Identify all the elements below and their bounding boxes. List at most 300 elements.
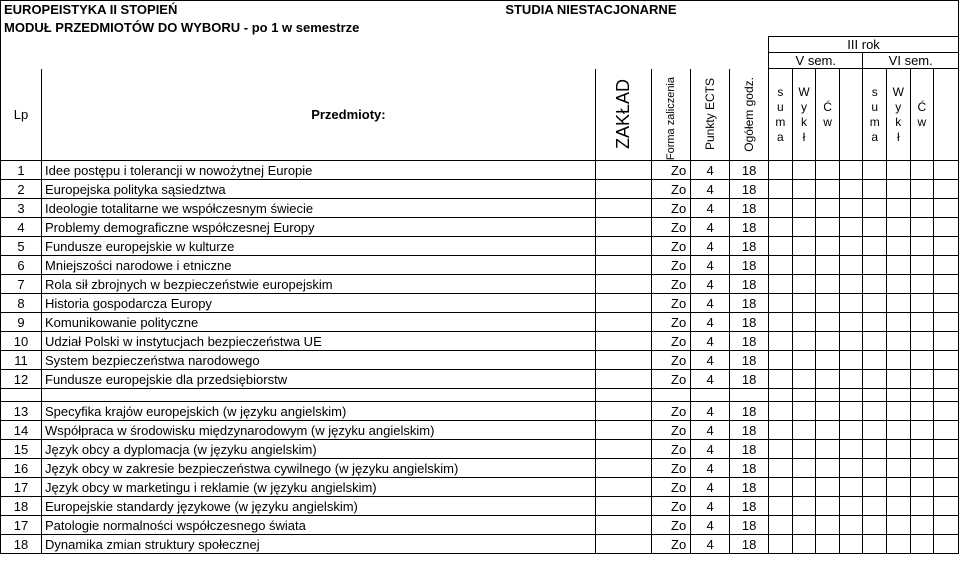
hours-cell [863, 516, 887, 535]
hours-cell [839, 478, 863, 497]
hours-cell [792, 218, 816, 237]
hours-cell [863, 161, 887, 180]
row-hours: 18 [730, 256, 769, 275]
hours-cell [863, 332, 887, 351]
row-forma: Zo [652, 256, 691, 275]
row-lp: 13 [1, 402, 42, 421]
hours-cell [863, 199, 887, 218]
row-ects: 4 [691, 478, 730, 497]
row-forma: Zo [652, 275, 691, 294]
row-forma: Zo [652, 294, 691, 313]
hours-cell [839, 313, 863, 332]
hours-cell [839, 516, 863, 535]
hours-cell [816, 497, 840, 516]
row-ects: 4 [691, 440, 730, 459]
hours-cell [769, 535, 793, 554]
table-row [1, 351, 959, 370]
row-lp: 15 [1, 440, 42, 459]
header-line1: EUROPEISTYKA II STOPIEŃ [1, 1, 596, 19]
row-lp: 14 [1, 421, 42, 440]
hours-cell [887, 516, 911, 535]
row-ects: 4 [691, 237, 730, 256]
hours-cell [934, 275, 959, 294]
hours-cell [934, 237, 959, 256]
hours-cell [792, 237, 816, 256]
hours-cell [769, 180, 793, 199]
row-hours: 18 [730, 421, 769, 440]
hours-cell [887, 332, 911, 351]
hours-cell [910, 478, 934, 497]
row-lp: 9 [1, 313, 42, 332]
row-hours: 18 [730, 478, 769, 497]
row-forma: Zo [652, 402, 691, 421]
hours-cell [816, 402, 840, 421]
table-row [1, 478, 959, 497]
row-lp: 4 [1, 218, 42, 237]
row-hours: 18 [730, 370, 769, 389]
hours-cell [863, 313, 887, 332]
row-forma: Zo [652, 535, 691, 554]
hours-cell [863, 294, 887, 313]
hours-cell [910, 218, 934, 237]
hours-cell [769, 313, 793, 332]
hours-cell [910, 370, 934, 389]
table-row [1, 421, 959, 440]
hours-cell [792, 313, 816, 332]
hours-cell [816, 180, 840, 199]
table-row [1, 199, 959, 218]
table-row [1, 370, 959, 389]
hours-cell [792, 370, 816, 389]
row-zaklad [595, 478, 651, 497]
hours-cell [792, 275, 816, 294]
hours-cell [769, 351, 793, 370]
hours-cell [769, 332, 793, 351]
col-wyk6: W y k ł [887, 69, 911, 161]
row-subject: Problemy demograficzne współczesnej Europy [42, 218, 596, 237]
hours-cell [887, 180, 911, 199]
hours-cell [887, 535, 911, 554]
hours-cell [792, 332, 816, 351]
hours-cell [816, 256, 840, 275]
hours-cell [769, 199, 793, 218]
hours-cell [769, 237, 793, 256]
hours-cell [887, 370, 911, 389]
hours-cell [816, 370, 840, 389]
col-cw6: Ć w [910, 69, 934, 161]
row-forma: Zo [652, 459, 691, 478]
hours-cell [910, 402, 934, 421]
hours-cell [839, 161, 863, 180]
hours-cell [934, 370, 959, 389]
table-row [1, 180, 959, 199]
spacer-row [1, 389, 959, 402]
table-row [1, 237, 959, 256]
hours-cell [839, 459, 863, 478]
hours-cell [910, 351, 934, 370]
hours-cell [910, 161, 934, 180]
hours-cell [816, 237, 840, 256]
row-subject: Język obcy w marketingu i reklamie (w języku angielskim) [42, 478, 596, 497]
row-forma: Zo [652, 497, 691, 516]
hours-cell [887, 459, 911, 478]
hours-cell [792, 516, 816, 535]
hours-cell [910, 237, 934, 256]
hours-cell [816, 421, 840, 440]
row-lp: 12 [1, 370, 42, 389]
row-lp: 11 [1, 351, 42, 370]
hours-cell [792, 478, 816, 497]
hours-cell [839, 256, 863, 275]
hours-cell [816, 440, 840, 459]
row-lp: 10 [1, 332, 42, 351]
hours-cell [792, 294, 816, 313]
table-row [1, 256, 959, 275]
hours-cell [887, 161, 911, 180]
hours-cell [934, 180, 959, 199]
table-row [1, 332, 959, 351]
hours-cell [887, 218, 911, 237]
col-subject: Przedmioty: [42, 69, 596, 161]
row-zaklad [595, 218, 651, 237]
col-cw5: Ć w [816, 69, 840, 161]
row-forma: Zo [652, 421, 691, 440]
row-zaklad [595, 180, 651, 199]
hours-cell [839, 351, 863, 370]
row-subject: Fundusze europejskie dla przedsiębiorstw [42, 370, 596, 389]
row-hours: 18 [730, 497, 769, 516]
hours-cell [792, 421, 816, 440]
row-forma: Zo [652, 478, 691, 497]
row-lp: 18 [1, 497, 42, 516]
hours-cell [863, 275, 887, 294]
hours-cell [934, 535, 959, 554]
row-ects: 4 [691, 218, 730, 237]
row-lp: 3 [1, 199, 42, 218]
row-lp: 5 [1, 237, 42, 256]
row-ects: 4 [691, 516, 730, 535]
col-forma: Forma zaliczenia [665, 76, 678, 160]
hours-cell [816, 294, 840, 313]
row-zaklad [595, 332, 651, 351]
hours-cell [863, 237, 887, 256]
row-forma: Zo [652, 237, 691, 256]
row-forma: Zo [652, 351, 691, 370]
row-lp: 1 [1, 161, 42, 180]
row-lp: 17 [1, 478, 42, 497]
row-ects: 4 [691, 275, 730, 294]
hours-cell [839, 332, 863, 351]
hours-cell [887, 237, 911, 256]
row-subject: Fundusze europejskie w kulturze [42, 237, 596, 256]
row-hours: 18 [730, 459, 769, 478]
hours-cell [863, 370, 887, 389]
row-zaklad [595, 497, 651, 516]
col-sum5: s u m a [769, 69, 793, 161]
hours-cell [816, 332, 840, 351]
row-ects: 4 [691, 459, 730, 478]
hours-cell [863, 402, 887, 421]
sem5-label: V sem. [769, 53, 863, 69]
row-subject: Rola sił zbrojnych w bezpieczeństwie europejskim [42, 275, 596, 294]
row-hours: 18 [730, 332, 769, 351]
row-subject: Udział Polski w instytucjach bezpieczeństwa UE [42, 332, 596, 351]
hours-cell [934, 332, 959, 351]
hours-cell [839, 440, 863, 459]
hours-cell [816, 459, 840, 478]
hours-cell [816, 218, 840, 237]
row-ects: 4 [691, 294, 730, 313]
row-ects: 4 [691, 351, 730, 370]
hours-cell [910, 459, 934, 478]
row-subject: Dynamika zmian struktury społecznej [42, 535, 596, 554]
hours-cell [769, 370, 793, 389]
hours-cell [863, 180, 887, 199]
table-row [1, 218, 959, 237]
table-row [1, 275, 959, 294]
row-lp: 2 [1, 180, 42, 199]
hours-cell [910, 294, 934, 313]
hours-cell [863, 421, 887, 440]
hours-cell [792, 256, 816, 275]
table-row [1, 516, 959, 535]
row-lp: 6 [1, 256, 42, 275]
row-subject: Ideologie totalitarne we współczesnym świecie [42, 199, 596, 218]
hours-cell [816, 478, 840, 497]
hours-cell [910, 275, 934, 294]
row-zaklad [595, 440, 651, 459]
hours-cell [769, 516, 793, 535]
row-ects: 4 [691, 313, 730, 332]
hours-cell [816, 161, 840, 180]
hours-cell [839, 421, 863, 440]
row-subject: Współpraca w środowisku międzynarodowym (w języku angielskim) [42, 421, 596, 440]
hours-cell [816, 351, 840, 370]
hours-cell [934, 256, 959, 275]
hours-cell [769, 294, 793, 313]
hours-cell [910, 440, 934, 459]
hours-cell [769, 421, 793, 440]
hours-cell [816, 313, 840, 332]
table-row [1, 497, 959, 516]
row-lp: 18 [1, 535, 42, 554]
hours-cell [769, 218, 793, 237]
row-forma: Zo [652, 199, 691, 218]
hours-cell [910, 516, 934, 535]
hours-cell [769, 161, 793, 180]
row-lp: 7 [1, 275, 42, 294]
hours-cell [887, 313, 911, 332]
row-subject: Idee postępu i tolerancji w nowożytnej Europie [42, 161, 596, 180]
hours-cell [769, 459, 793, 478]
row-hours: 18 [730, 535, 769, 554]
hours-cell [934, 421, 959, 440]
table-row [1, 535, 959, 554]
hours-cell [934, 351, 959, 370]
hours-cell [887, 199, 911, 218]
col-sum6: s u m a [863, 69, 887, 161]
hours-cell [934, 478, 959, 497]
row-ects: 4 [691, 402, 730, 421]
row-hours: 18 [730, 516, 769, 535]
row-hours: 18 [730, 275, 769, 294]
year-label: III rok [769, 37, 959, 53]
hours-cell [934, 516, 959, 535]
hours-cell [910, 180, 934, 199]
row-subject: Mniejszości narodowe i etniczne [42, 256, 596, 275]
hours-cell [863, 535, 887, 554]
row-hours: 18 [730, 218, 769, 237]
hours-cell [910, 256, 934, 275]
hours-cell [839, 180, 863, 199]
hours-cell [934, 459, 959, 478]
hours-cell [769, 440, 793, 459]
hours-cell [792, 161, 816, 180]
hours-cell [839, 535, 863, 554]
sem6-label: VI sem. [863, 53, 959, 69]
hours-cell [910, 332, 934, 351]
hours-cell [769, 275, 793, 294]
row-ects: 4 [691, 256, 730, 275]
row-zaklad [595, 516, 651, 535]
hours-cell [816, 516, 840, 535]
row-zaklad [595, 256, 651, 275]
row-ects: 4 [691, 370, 730, 389]
row-subject: Komunikowanie polityczne [42, 313, 596, 332]
row-ects: 4 [691, 332, 730, 351]
row-hours: 18 [730, 161, 769, 180]
hours-cell [934, 294, 959, 313]
hours-cell [816, 535, 840, 554]
row-subject: Historia gospodarcza Europy [42, 294, 596, 313]
row-zaklad [595, 275, 651, 294]
table-row [1, 440, 959, 459]
hours-cell [839, 402, 863, 421]
row-ects: 4 [691, 535, 730, 554]
hours-cell [792, 351, 816, 370]
row-zaklad [595, 351, 651, 370]
hours-cell [910, 421, 934, 440]
hours-cell [863, 478, 887, 497]
hours-cell [910, 199, 934, 218]
hours-cell [934, 313, 959, 332]
hours-cell [792, 180, 816, 199]
row-forma: Zo [652, 440, 691, 459]
hours-cell [887, 440, 911, 459]
row-subject: Europejskie standardy językowe (w języku angielskim) [42, 497, 596, 516]
hours-cell [934, 440, 959, 459]
hours-cell [910, 535, 934, 554]
row-hours: 18 [730, 351, 769, 370]
row-lp: 8 [1, 294, 42, 313]
hours-cell [934, 402, 959, 421]
row-lp: 16 [1, 459, 42, 478]
hours-cell [769, 256, 793, 275]
row-ects: 4 [691, 199, 730, 218]
row-forma: Zo [652, 332, 691, 351]
hours-cell [863, 440, 887, 459]
hours-cell [934, 497, 959, 516]
hours-cell [769, 478, 793, 497]
row-subject: System bezpieczeństwa narodowego [42, 351, 596, 370]
table-row [1, 402, 959, 421]
hours-cell [839, 218, 863, 237]
hours-cell [934, 218, 959, 237]
row-forma: Zo [652, 180, 691, 199]
hours-cell [839, 370, 863, 389]
hours-cell [934, 199, 959, 218]
hours-cell [839, 275, 863, 294]
hours-cell [887, 256, 911, 275]
row-zaklad [595, 199, 651, 218]
col-hours: Ogółem godz. [742, 76, 757, 152]
hours-cell [863, 459, 887, 478]
row-hours: 18 [730, 402, 769, 421]
hours-cell [816, 275, 840, 294]
row-zaklad [595, 313, 651, 332]
row-zaklad [595, 370, 651, 389]
row-zaklad [595, 421, 651, 440]
hours-cell [887, 275, 911, 294]
hours-cell [839, 199, 863, 218]
row-hours: 18 [730, 440, 769, 459]
row-zaklad [595, 459, 651, 478]
row-forma: Zo [652, 161, 691, 180]
row-subject: Język obcy a dyplomacja (w języku angielskim) [42, 440, 596, 459]
header-line2: MODUŁ PRZEDMIOTÓW DO WYBORU - po 1 w semestrze [1, 19, 596, 37]
hours-cell [792, 440, 816, 459]
hours-cell [887, 478, 911, 497]
row-zaklad [595, 535, 651, 554]
row-subject: Europejska polityka sąsiedztwa [42, 180, 596, 199]
col-zaklad: ZAKŁAD [613, 79, 633, 150]
hours-cell [863, 256, 887, 275]
row-hours: 18 [730, 180, 769, 199]
hours-cell [887, 294, 911, 313]
hours-cell [792, 459, 816, 478]
study-mode: STUDIA NIESTACJONARNE [505, 2, 677, 18]
col-lp: Lp [1, 69, 42, 161]
row-subject: Język obcy w zakresie bezpieczeństwa cywilnego (w języku angielskim) [42, 459, 596, 478]
row-hours: 18 [730, 199, 769, 218]
row-ects: 4 [691, 421, 730, 440]
row-forma: Zo [652, 370, 691, 389]
hours-cell [792, 199, 816, 218]
row-ects: 4 [691, 497, 730, 516]
row-ects: 4 [691, 161, 730, 180]
hours-cell [839, 497, 863, 516]
row-zaklad [595, 294, 651, 313]
table-row [1, 313, 959, 332]
col-wyk5: W y k ł [792, 69, 816, 161]
table-row [1, 161, 959, 180]
hours-cell [934, 161, 959, 180]
row-lp: 17 [1, 516, 42, 535]
hours-cell [887, 497, 911, 516]
row-hours: 18 [730, 313, 769, 332]
hours-cell [769, 402, 793, 421]
row-subject: Patologie normalności współczesnego świata [42, 516, 596, 535]
hours-cell [910, 313, 934, 332]
hours-cell [839, 294, 863, 313]
table-row [1, 459, 959, 478]
row-ects: 4 [691, 180, 730, 199]
row-zaklad [595, 402, 651, 421]
col-ects: Punkty ECTS [703, 78, 718, 151]
row-zaklad [595, 161, 651, 180]
hours-cell [863, 351, 887, 370]
hours-cell [887, 351, 911, 370]
